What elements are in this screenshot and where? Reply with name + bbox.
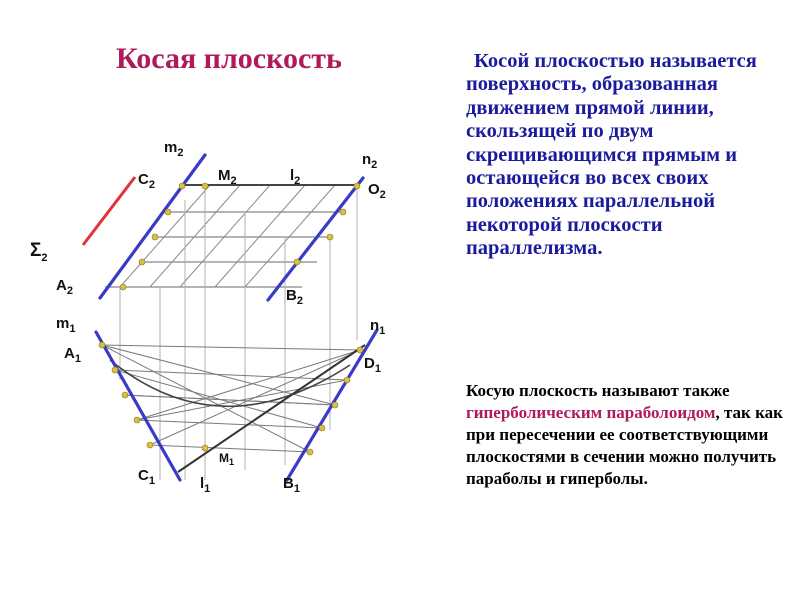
label-d1: $D_1$ <box>364 355 381 375</box>
point <box>307 449 313 455</box>
point <box>122 392 128 398</box>
definition-text <box>466 50 786 261</box>
label-sigma2: $\Sigma_2$ <box>30 240 48 264</box>
label-n2: $n_2$ <box>362 151 378 171</box>
point <box>340 209 346 215</box>
slide-title: Косая плоскость <box>116 42 342 75</box>
definition-body: Косой плоскостью называется поверхность, образованная движением прямой линии, скользящей по двум скрещивающимся прямым и остающейся во всех своих положениях параллельной некоторой плоскости параллелизма. <box>466 50 757 260</box>
point <box>134 417 140 423</box>
point <box>319 425 325 431</box>
point <box>202 445 208 451</box>
point <box>147 442 153 448</box>
point <box>357 347 363 353</box>
label-n1: $n_1$ <box>370 317 386 337</box>
sigma-trace-line <box>83 177 135 245</box>
point <box>327 234 333 240</box>
diagram-labels <box>30 139 386 495</box>
points <box>99 183 363 455</box>
point <box>120 284 126 290</box>
note-highlight: гиперболическим параболоидом <box>466 403 716 422</box>
label-b1: $B_1$ <box>283 475 300 495</box>
note-after: , так как при пересечении ее соответствующими плоскостями в сечении можно получить параболы и гиперболы. <box>466 403 783 488</box>
point <box>139 259 145 265</box>
label-c1: $C_1$ <box>138 467 155 487</box>
horizontal-generator <box>137 350 360 420</box>
point <box>165 209 171 215</box>
oblique-line <box>150 185 240 287</box>
label-b2: $B_2$ <box>286 287 303 307</box>
point <box>99 342 105 348</box>
oblique-line <box>180 185 270 287</box>
label-m2-point: $M_2$ <box>218 167 237 187</box>
n2-line <box>268 178 363 300</box>
point <box>202 183 208 189</box>
note-text <box>466 380 786 490</box>
horizontal-generator <box>150 445 310 452</box>
horizontal-generator <box>137 420 322 428</box>
c1-d1-line <box>178 345 365 472</box>
label-l2: $l_2$ <box>290 167 301 187</box>
horizontal-generator <box>102 345 360 350</box>
label-m1: $m_1$ <box>56 315 76 335</box>
label-a1: $A_1$ <box>64 345 81 365</box>
point <box>179 183 185 189</box>
note-before: Косую плоскость называют также <box>466 381 730 400</box>
label-m1-point: $M_1$ <box>219 451 235 467</box>
label-a2: $A_2$ <box>56 277 73 297</box>
point <box>294 259 300 265</box>
label-o2: $O_2$ <box>368 181 386 201</box>
label-c2: $C_2$ <box>138 171 155 191</box>
label-m2: $m_2$ <box>164 139 184 159</box>
point <box>152 234 158 240</box>
label-l1: $l_1$ <box>200 475 211 495</box>
point <box>354 183 360 189</box>
point <box>332 402 338 408</box>
oblique-line <box>120 185 210 287</box>
point <box>344 377 350 383</box>
point <box>112 367 118 373</box>
